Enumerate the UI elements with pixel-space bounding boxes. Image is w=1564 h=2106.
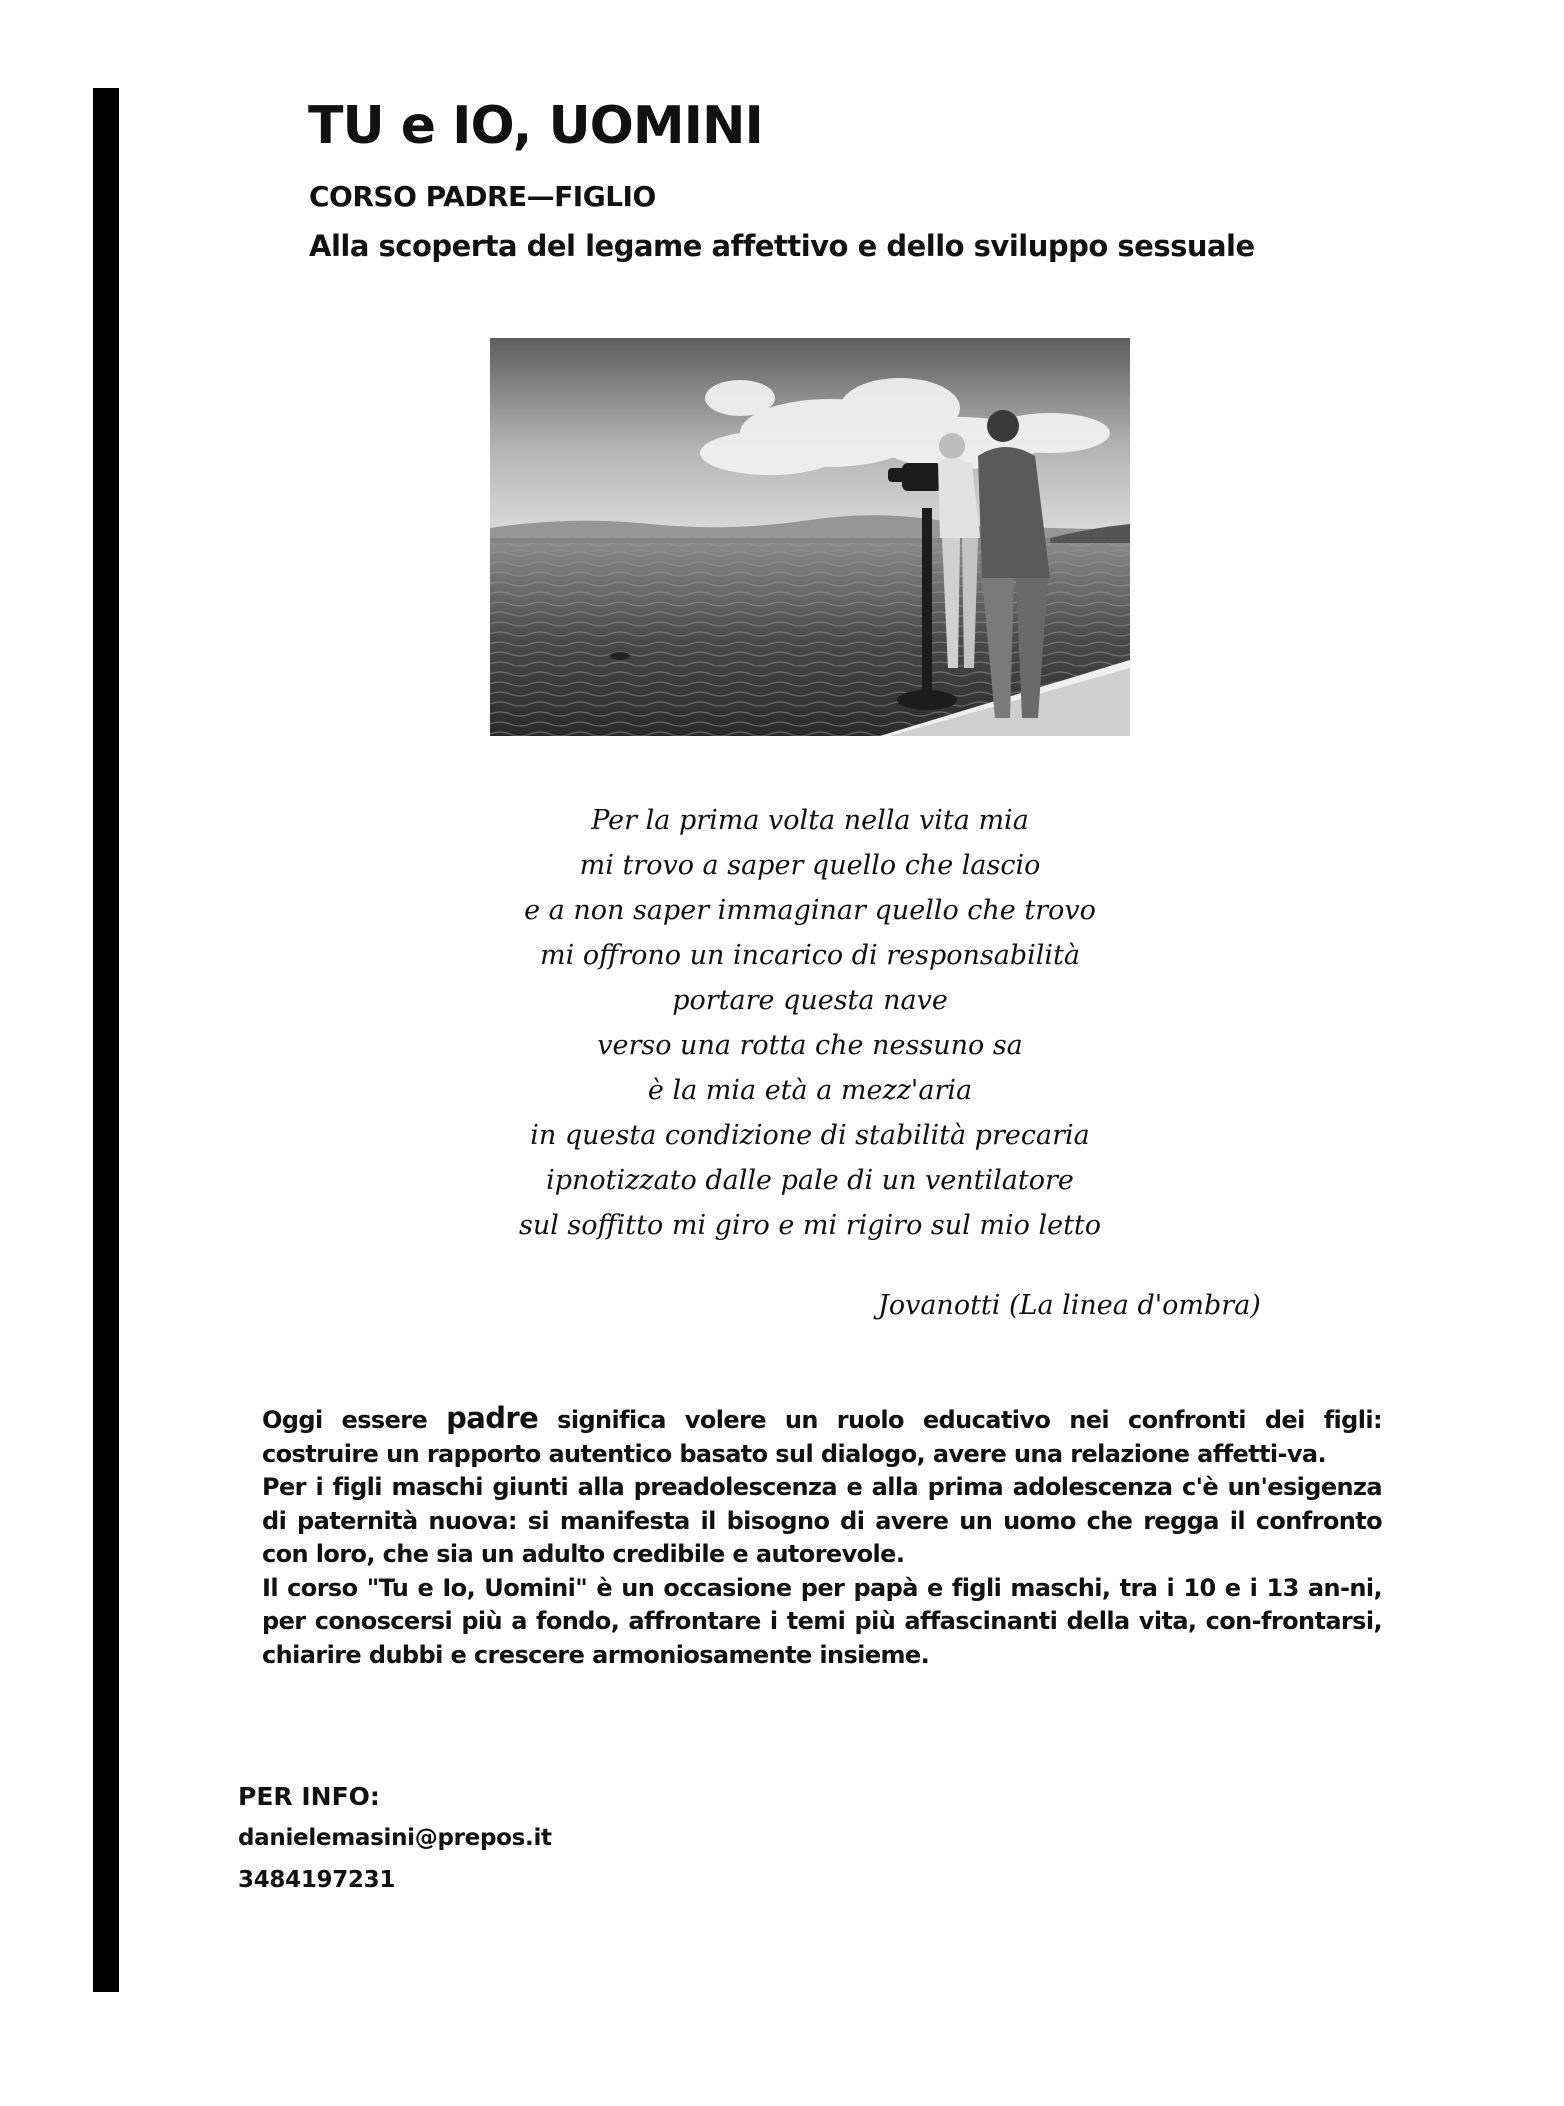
paragraph-text: Oggi essere [262, 1406, 447, 1434]
contact-email[interactable]: danielemasini@prepos.it [238, 1825, 552, 1851]
poem-attribution: Jovanotti (La linea d'ombra) [878, 1290, 1261, 1321]
contact-phone[interactable]: 3484197231 [238, 1867, 396, 1893]
info-heading: PER INFO: [238, 1782, 380, 1811]
poem-line: ipnotizzato dalle pale di un ventilatore [546, 1165, 1074, 1196]
poem-line: mi trovo a saper quello che lascio [579, 850, 1041, 881]
description-paragraph: Il corso "Tu e Io, Uomini" è un occasione per papà e figli maschi, tra i 10 e i 13 an-ni, per conoscersi più a fondo, affrontare i temi più affascinanti della vita, con-frontarsi, chiarire dubbi e crescere armoniosamente insieme. [262, 1573, 1382, 1669]
poem-line: mi offrono un incarico di responsabilità [540, 940, 1080, 971]
poem-line: e a non saper immaginar quello che trovo [524, 895, 1096, 926]
poem-line: verso una rotta che nessuno sa [597, 1030, 1023, 1061]
page-title: TU e IO, UOMINI [308, 96, 763, 156]
paragraph-text: significa volere un ruolo educativo nei confronti dei figli: costruire un rapporto autentico basato sul dialogo, avere una relazione affetti-va. [262, 1406, 1382, 1468]
course-tagline: Alla scoperta del legame affettivo e dello sviluppo sessuale [309, 229, 1255, 263]
poem-line: in questa condizione di stabilità precaria [530, 1120, 1090, 1151]
poem-line: portare questa nave [672, 985, 948, 1016]
description-paragraph: Per i figli maschi giunti alla preadolescenza e alla prima adolescenza c'è un'esigenza di paternità nuova: si manifesta il bisogno di avere un uomo che regga il confronto con loro, che sia un adulto credibile e autorevole. [262, 1473, 1382, 1568]
contact-info [238, 1782, 552, 1909]
description-paragraph [262, 1402, 1382, 1471]
course-description [262, 1402, 1382, 1672]
poem-quote [400, 798, 1220, 1248]
poem-line: Per la prima volta nella vita mia [591, 805, 1029, 836]
poem-line: è la mia età a mezz'aria [647, 1075, 973, 1106]
poem-line: sul soffitto mi giro e mi rigiro sul mio letto [518, 1210, 1102, 1241]
course-subtitle: CORSO PADRE—FIGLIO [309, 180, 656, 213]
emphasized-word: padre [446, 1401, 539, 1435]
left-margin-bar [93, 88, 119, 1992]
father-son-photo [490, 338, 1130, 736]
